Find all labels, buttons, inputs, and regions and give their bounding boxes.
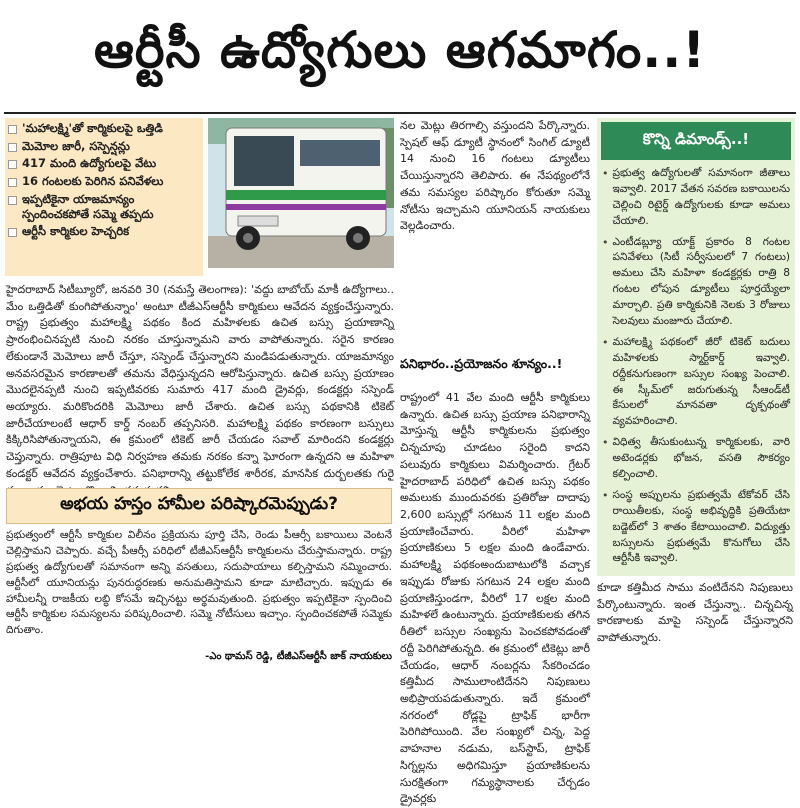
highlight-text: ఇప్పటికైనా యాజమాన్యం స్పందించకపోతే సమ్మె తప్పదు <box>22 191 154 221</box>
article-subhead: పనిభారం..ప్రయోజనం శూన్యం..! <box>400 356 563 371</box>
article-column-3: రాష్ట్రంలో 41 వేల మంది ఆర్టీసీ కార్మికులు ఉన్నారు. ఉచిత బస్సు ప్రయాణ పనిభారాన్ని మోస్తున్న ఆర్టీసీ కార్మికులను ప్రభుత్వం చిన్నచూపు చూడటం సరైంది కాదని పలువురు కార్మికులు విమర్శించారు. గ్రేటర్ హైదరాబాద్ పరిధిలో ఉచిత బస్సు పథకం అమలుకు ముందువరకు ప్రతిరోజు దాదాపు 2,600 బస్సుల్లో సగటున 11 లక్షల మంది ప్రయాణించేవారు. వీరిలో మహిళా ప్రయాణికులు 5 లక్షల మంది ఉండేవారు. మహాలక్ష్మి పథకంఅందుబాటులోకి వచ్చాక ఇప్పుడు రోజుకు సగటున 24 లక్షల మంది ప్రయాణిస్తుండగా, వీరిలో 17 లక్షల మంది మహిళలే ఉంటున్నారు. ప్రయాణికులకు తగిన రీతిలో బస్సుల సంఖ్యను పెంచకపోవడంతో రద్దీ పెరిగిపోతున్నది. ఈ క్రమంలో టికెట్లు జారీ చేయడం, ఆధార్ నంబర్లను సేకరించడం కత్తిమీద సాములాంటిదేనని నిపుణులు అభిప్రాయపడుతున్నారు. ఇదే క్రమంలో నగరంలో రోడ్లపై ట్రాఫిక్ భారీగా పెరిగిపోయింది. వేల సంఖ్యలో చిన్న, పెద్ద వాహనాల నడుమ, బస్‌స్టాప్, ట్రాఫిక్ సిగ్నల్లను అధిగమిస్తూ ప్రయాణికులను సురక్షితంగా గమ్యస్థానాలకు చేర్చడం డ్రైవర్లకు <box>400 391 590 806</box>
abhaya-byline: -ఎం థామస్ రెడ్డి, టీజీఎస్ఆర్టీసీ జాక్ నాయకులు <box>205 651 392 662</box>
abhaya-text: ప్రభుత్వంలో ఆర్టీసీ కార్మికుల విలీనం ప్రక్రియను పూర్తి చేసి, రెండు పీఆర్సీ బకాయిలు వెంటనే చెల్లిస్తామని చెప్పారు. వచ్చే పీఆర్సీ పరిధిలో టీజీఎస్ఆర్టీసీ కార్మికులను చేరుస్తామన్నారు. రాష్ట్ర ప్రభుత్వ ఉద్యోగులతో సమానంగా అన్ని వసతులు, సదుపాయాలు కల్పిస్తామని నమ్మించారు. ఆర్టీసీలో యూనియన్లు పునరుద్ధరణకు అనుమతిస్తామని కూడా మాటిచ్చారు. ఇప్పుడు ఈ హామీలన్నీ రాజకీయ లబ్ధి కోసమే ఇచ్చినట్టు అర్థమవుతుంది. ప్రభుత్వం ఇప్పటికైనా స్పందించి ఆర్టీసీ కార్మికుల సమస్యలను పరిష్కరించాలి. సమ్మె నోటీసులు ఇచ్చాం. స్పందించకపోతే సమ్మెకు దిగుతాం. <box>6 529 392 637</box>
demand-text: ప్రభుత్వ ఉద్యోగులతో సమానంగా జీతాలు ఇవ్వాలి. 2017 వేతన సవరణ బకాయిలను చెల్లించి రిటైర్డ్ ఉద్యోగులకు కూడా అమలు చేయాలి. <box>612 167 790 227</box>
demand-text: సంస్థ అప్పులను ప్రభుత్వమే టేకోవర్ చేసి రాయితీలకు, సంస్థ అభివృద్ధికి ప్రతియేటా బడ్జెట్‌లో 3 శాతం కేటాయించాలి. విద్యుత్తు బస్సులను ప్రభుత్వమే కొనుగోలు చేసి ఆర్టీసీకి ఇవ్వాలి. <box>612 488 790 565</box>
bullet-square-icon <box>8 196 17 205</box>
bus-photo <box>208 118 394 268</box>
highlight-item <box>8 224 200 239</box>
demand-item <box>597 166 795 230</box>
headline-rule <box>4 112 796 114</box>
bullet-square-icon <box>8 143 17 152</box>
bullet-icon: • <box>602 167 609 180</box>
bullet-icon: • <box>602 335 609 349</box>
demand-item <box>597 335 795 430</box>
demand-item <box>597 235 795 330</box>
demand-item <box>597 435 795 483</box>
highlight-text: ఆర్టీసీ కార్మికుల హెచ్చరిక <box>22 224 130 239</box>
highlight-item <box>8 121 200 136</box>
bullet-icon: • <box>602 488 609 502</box>
demand-text: విధిత్వ తీసుకుంటున్న కార్మికులకు, వారి అటెండర్లకు భోజన, వసతి సౌకర్యం కల్పించాలి. <box>612 436 790 481</box>
highlight-item <box>8 156 200 171</box>
highlight-text: 417 మంది ఉద్యోగులపై వేటు <box>22 156 157 171</box>
article-column-1: హైదరాబాద్ సిటీబ్యూరో, జనవరి 30 (నమస్తే తెలంగాణ): 'వద్దు బాబోయ్ మాకీ ఉద్యోగాలు.. మేం ఒత్తిడితో కుంగిపోతున్నాం' అంటూ టీజీఎస్ఆర్టీసీ కార్మికులు ఆవేదన వ్యక్తంచేస్తున్నారు. రాష్ట్ర ప్రభుత్వం మహాలక్ష్మి పథకం కింద మహిళలకు ఉచిత బస్సు ప్రయాణాన్ని ప్రారంభించినప్పటి నుంచి నరకం చూస్తున్నామని వారు వాపోతున్నారు. సరైన కారణం లేకుండానే మెమోలు జారీ చేస్తూ, సస్పెండ్ చేస్తున్నారని మండిపడుతున్నారు. యాజమాన్యం అనవసరమైన కారణాలతో తమను వేధిస్తున్నదని ఆరోపిస్తున్నారు. ఉచిత బస్సు ప్రయాణం మొదలైనప్పటి నుంచి ఇప్పటివరకు సుమారు 417 మంది డ్రైవర్లు, కండక్టర్లు సస్పెండ్ అయ్యారు. మరికొందరికి మెమోలు జారీ చేశారు. ఉచిత బస్సు పథకానికి టికెట్ జారీచేయాలంటే ఆధార్ కార్డ్ నంబర్ తప్పనిసరి. మహాలక్ష్మి పథకం కారణంగా బస్సులు కిక్కిరిసిపోతున్నాయని, ఈ క్రమంలో టికెట్ జారీ చేయడం సవాల్ మారిందని కండక్టర్లు చెప్తున్నారు. రాత్రిపూట విధి నిర్వహణ తమకు నరకం కన్నా ఘోరంగా ఉన్నదని ఆ మహిళా కండక్టర్ ఆవేదన వ్యక్తంచేశారు. పనిభారాన్ని తట్టుకోలేక శారీరక, మానసిక దుర్బలతకు గురై <box>6 283 394 480</box>
demand-text: ఎంటీడబ్ల్యూ యాక్ట్ ప్రకారం 8 గంటల పనివేళలు (సిటీ సర్వీసులలో 7 గంటలు) అమలు చేసి మహిళా కండక్టర్లకు రాత్రి 8 గంటల లోపున డ్యూటీలు పూర్తయ్యేలా మార్చాలి. ప్రతి కార్మికునికి నెలకు 3 రోజులు సెలవులు మంజూరు చేయాలి. <box>612 235 790 328</box>
bullet-icon: • <box>602 235 609 249</box>
highlight-item <box>8 192 200 221</box>
bullet-square-icon <box>8 125 17 134</box>
highlight-text: మెమోల జారీ, సస్పెన్షన్లు <box>22 138 130 153</box>
highlight-text: 16 గంటలకు పెరిగిన పనివేళలు <box>22 174 164 189</box>
abhaya-title: అభయ హస్తం హామీల పరిష్కారమెప్పుడు? <box>6 488 392 524</box>
demands-title: కొన్ని డిమాండ్స్..! <box>601 122 791 160</box>
bullet-square-icon <box>8 228 17 237</box>
highlights-box <box>5 118 203 276</box>
demand-text: మహాలక్ష్మి పథకంలో జీరో టికెట్ బదులు మహిళలకు స్మార్ట్‌కార్డ్ ఇవ్వాలి. రద్దీకనుగుణంగా బస్సుల సంఖ్య పెంచాలి. ఈ స్కీమ్‌లో జరుగుతున్న సీఆండ్‌టీ కేసులలో మానవతా దృక్పథంతో వ్యవహరించాలి. <box>612 335 790 428</box>
demand-item <box>597 488 795 567</box>
bullet-square-icon <box>8 178 17 187</box>
headline: ఆర్టీసీ ఉద్యోగులు ఆగమాగం..! <box>93 20 707 79</box>
bullet-icon: • <box>602 436 609 450</box>
article-column-4: కూడా కత్తిమీద సాము వంటిదేనని నిపుణులు పేర్కొంటున్నారు. ఇంత చేస్తున్నా.. చిన్నచిన్న కారణాలకు మాపై సస్పెండ్ చేస్తున్నారని వాపోతున్నారు. <box>597 581 793 645</box>
highlight-item <box>8 139 200 154</box>
highlight-item <box>8 174 200 189</box>
bus-illustration <box>208 118 394 268</box>
article-column-2: నల మెట్లు తిరగాల్సి వస్తుందని పేర్కొన్నారు. స్పెషల్ ఆఫ్ డ్యూటీ స్థానంలో సింగిల్ డ్యూటీ 14 నుంచి 16 గంటలు డ్యూటీలు చేయిస్తున్నారని తెలిపారు. ఈ నేపథ్యంలోనే తమ సమస్యల పరిష్కారం కోరుతూ సమ్మె నోటీసు ఇచ్చామని యూనియన్ నాయకులు వెల్లడించారు. <box>400 119 590 233</box>
bullet-square-icon <box>8 160 17 169</box>
demands-box <box>597 118 795 576</box>
highlight-text: 'మహాలక్ష్మి'తో కార్మికులపై ఒత్తిడి <box>22 121 163 135</box>
